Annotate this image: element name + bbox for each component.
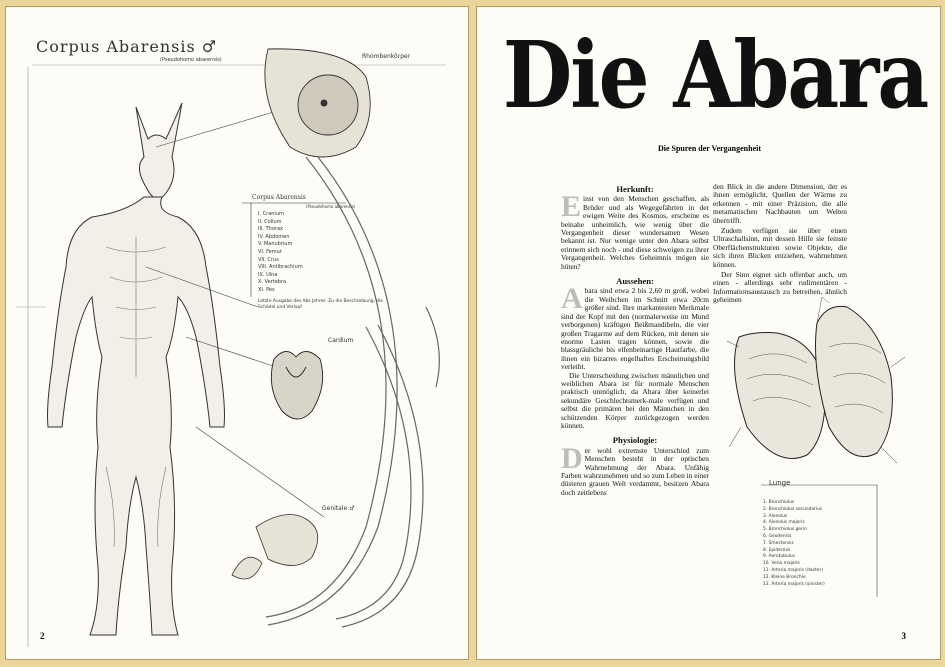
legend-subtitle: (Pseudohomo abarensis) xyxy=(306,204,356,209)
legend-item: VIII. Antibrachium xyxy=(258,264,303,271)
label-cardium: Cardium xyxy=(328,337,354,344)
legend-title: Corpus Abarensis xyxy=(252,194,306,201)
page-number-left: 2 xyxy=(40,631,45,641)
lung-legend-item: 5. Bronchiolus gerin xyxy=(763,527,807,533)
legend-item: IX. Ulna xyxy=(258,271,278,278)
legend-item: X. Vertebra xyxy=(258,279,287,286)
legend-list xyxy=(258,211,303,295)
legend-item: III. Thorax xyxy=(258,226,283,233)
heading-herkunft: Herkunft: xyxy=(616,184,654,194)
lung-legend-item: 7. Smectensis xyxy=(763,540,794,546)
legend-item: V. Manubrium xyxy=(258,241,293,248)
lung-legend-item: 10. Vena majoris xyxy=(763,561,800,567)
lung-legend-item: 1. Bronchiolus xyxy=(763,500,795,505)
legend-item: IV. Abdomen xyxy=(258,233,290,240)
lung-legend-item: 2. Bronchiolus secundarius xyxy=(763,506,823,512)
anatomy-sketch xyxy=(6,7,469,660)
paragraph-aussehen: Abara sind etwa 2 bis 2,60 m groß, wobei die Weibchen im Schnitt etwa 20cm größer sind. Ihre markantesten Merkmale sind der Kopf mit den (normalerweise im Mund verborgenen) kräftigen Beißmandibeln, die vier großen Tragarme auf dem Rücken, mit denen sie enorme Lasten tragen können, sowie die blassgräuliche bis elfenbeinartige Hautfarbe, die ihnen ein bizarres engelhaftes Erscheinungsbild verleiht. xyxy=(561,282,709,372)
lung-legend-item: 6. Geodensis xyxy=(763,533,792,539)
paragraph-unterscheidung: Die Unterscheidung zwischen männlichen und weiblichen Abara ist für normale Menschen praktisch unmöglich, da Abara über keinerlei sekundäre Geschlechtsmerk-male verfügen und selbst die primären bei den Männchen in den schützenden Körper zurückgezogen werden können. xyxy=(561,370,709,430)
heading-physiologie: Physiologie: xyxy=(612,435,658,446)
lung-legend-item: 9. Aerotubulus xyxy=(763,554,795,560)
page-number-right: 3 xyxy=(901,631,906,641)
legend-item: I. Cranium xyxy=(258,211,284,217)
diagram-title: Corpus Abarensis ♂ xyxy=(36,37,218,56)
lung-legend-item: 13. Arteria majoris (sinister) xyxy=(763,581,825,587)
lung-legend-item: 11. Arteria majoris (dexter) xyxy=(763,567,823,573)
paragraph-sinn: Der Sinn eignet sich offenbar auch, um einen - allerdings sehr rudimentären - Informationsaustausch zu betreiben, ähnlich geheimen xyxy=(713,270,847,305)
dropcap-a: A xyxy=(561,282,583,316)
legend-item: II. Collum xyxy=(258,218,282,225)
heading-aussehen: Aussehen: xyxy=(616,276,654,287)
left-page xyxy=(5,6,469,660)
paragraph-ultraschall: Zudem verfügen sie über einen Ultraschallsinn, mit dessen Hilfe sie feinste Oberflächenstrukturen sowie Objekte, die sich ihren Blicken entziehen, wahrnehmen können. xyxy=(713,226,847,269)
dropcap-d: D xyxy=(561,441,583,475)
legend-note: Letzte Ausgabe des Abs Jahres. Zu die Beschreibung, die Schädel und Verlauf xyxy=(258,299,384,310)
dropcap-e: E xyxy=(561,190,582,224)
label-rhombenkoerper: Rhombenkörper xyxy=(362,53,411,60)
right-page xyxy=(476,6,941,660)
legend-item: VI. Femur xyxy=(258,248,282,255)
page-subtitle: Die Spuren der Vergangenheit xyxy=(657,144,762,153)
paragraph-blick: den Blick in die andere Dimension, der es ihnen ermöglicht, Quellen der Wärme zu erkennen - mit einer Präzision, die alle metamatischen Nachbauten um Welten übertrifft. xyxy=(713,182,847,225)
label-genitale: Genitale ♂ xyxy=(322,505,355,512)
lung-legend-item: 8. Epidermis xyxy=(763,547,791,553)
legend-item: XI. Pes xyxy=(258,286,275,293)
lung-legend-item: 4. Alveolus majoris xyxy=(763,520,805,526)
lung-legend-item: 12. Kleine Bronchie xyxy=(763,574,806,580)
diagram-subtitle: (Pseudohomo abarensis) xyxy=(160,57,222,63)
paragraph-physiologie: Der wohl extremste Unterschied zum Menschen besteht in der optischen Wahrnehmung der Abara. Unfähig Farben wahrzunehmen und so zum Leben in einer düsteren grauen Welt verdammt, besitzen Abara doch zeitlebens xyxy=(561,441,709,497)
lung-legend xyxy=(763,500,913,588)
paragraph-herkunft: Einst von den Menschen geschaffen, als Brüder und als Wegegefährten in der ewigen Weite des Kosmos, erscheine es beinahe unheimlich, wie wenig über die Vergangenheit dieser wundersamen Wesen bekannt ist. Nur wenige unter den Abara selbst erinnern sich noch - und diese schweigen zu ihrer Vergangenheit. Welches Geheimnis mögen sie hüten? xyxy=(561,190,709,271)
legend-item: VII. Crus xyxy=(258,256,279,263)
lung-label: Lunge xyxy=(769,479,791,487)
lung-legend-item: 3. Alveolus xyxy=(763,513,788,519)
page-title: Die Abara xyxy=(502,20,928,130)
